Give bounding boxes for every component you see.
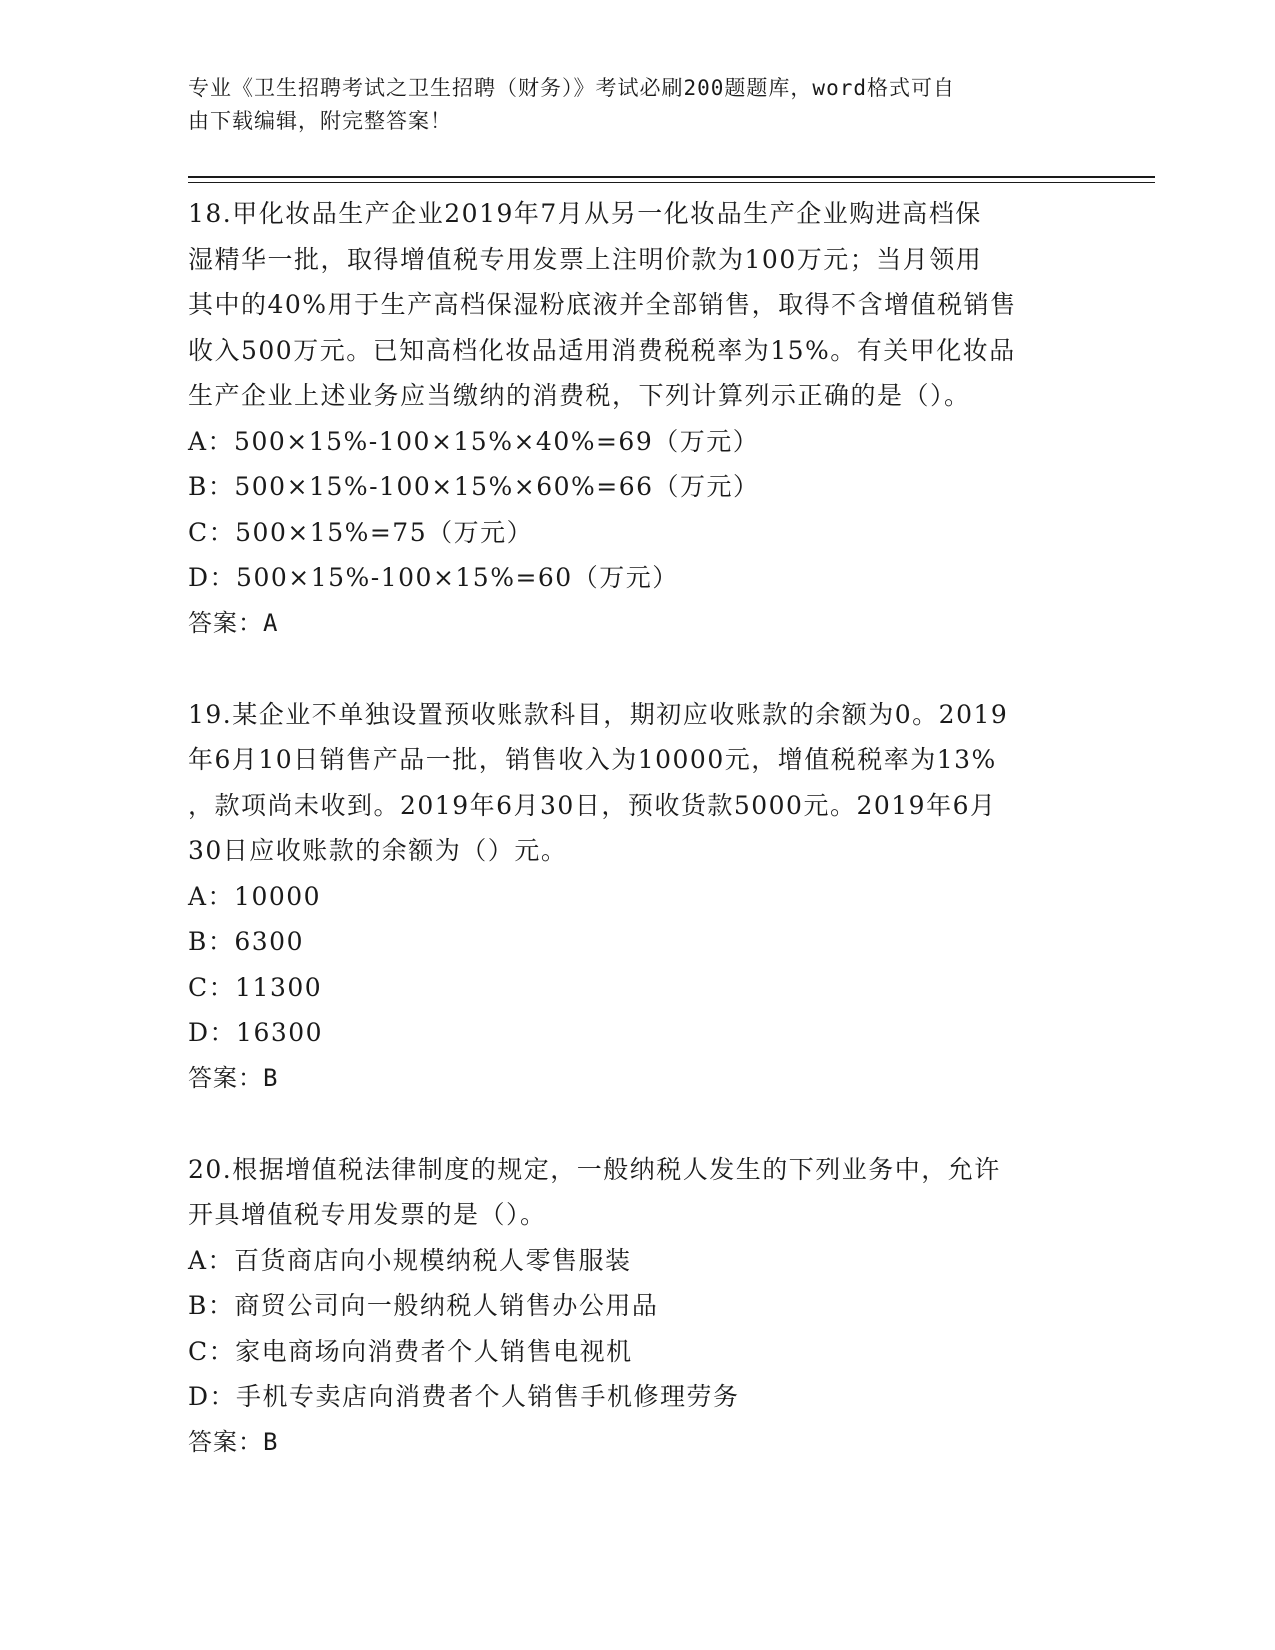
option-a: A：百货商店向小规模纳税人零售服装 (188, 1245, 632, 1275)
question-stem (188, 692, 1148, 874)
question-text-line: ，款项尚未收到。2019年6月30日，预收货款5000元。2019年6月 (188, 790, 997, 820)
option-d: D：16300 (188, 1018, 324, 1047)
header-divider-thick (188, 176, 1155, 178)
question-20 (188, 1147, 1148, 1466)
question-text-line: 其中的40%用于生产高档保湿粉底液并全部销售，取得不含增值税销售 (188, 290, 1017, 319)
question-text-line: 收入500万元。已知高档化妆品适用消费税税率为15%。有关甲化妆品 (188, 335, 1016, 365)
question-list (188, 191, 1148, 1465)
answer-line: 答案：B (188, 1427, 279, 1456)
header-line: 由下载编辑，附完整答案！ (188, 109, 452, 133)
option-b: B：商贸公司向一般纳税人销售办公用品 (188, 1291, 659, 1320)
option-d: D：手机专卖店向消费者个人销售手机修理劳务 (188, 1382, 740, 1411)
question-text-line: 湿精华一批，取得增值税专用发票上注明价款为100万元；当月领用 (188, 244, 983, 274)
option-b: B：6300 (188, 927, 304, 956)
option-c: C：家电商场向消费者个人销售电视机 (188, 1336, 633, 1366)
option-c: C：500×15%=75（万元） (188, 517, 534, 547)
answer-line: 答案：A (188, 608, 279, 637)
question-text-line: 18.甲化妆品生产企业2019年7月从另一化妆品生产企业购进高档保 (188, 199, 982, 228)
document-header (188, 72, 1068, 138)
question-text-line: 生产企业上述业务应当缴纳的消费税，下列计算列示正确的是（）。 (188, 381, 971, 410)
option-d: D：500×15%-100×15%=60（万元） (188, 563, 679, 592)
question-spacer (188, 646, 1148, 692)
question-stem (188, 191, 1148, 419)
option-c: C：11300 (188, 972, 323, 1002)
answer-line: 答案：B (188, 1063, 279, 1092)
question-spacer (188, 1101, 1148, 1147)
header-line: 专业《卫生招聘考试之卫生招聘（财务）》考试必刷200题题库，word格式可自 (188, 76, 955, 100)
question-stem (188, 1147, 1148, 1238)
question-text-line: 19.某企业不单独设置预收账款科目，期初应收账款的余额为0。2019 (188, 699, 1009, 729)
option-b: B：500×15%-100×15%×60%=66（万元） (188, 472, 760, 501)
question-19 (188, 692, 1148, 1102)
option-a: A：500×15%-100×15%×40%=69（万元） (188, 426, 760, 456)
question-text-line: 年6月10日销售产品一批，销售收入为10000元，增值税税率为13% (188, 745, 997, 774)
question-text-line: 20.根据增值税法律制度的规定，一般纳税人发生的下列业务中，允许 (188, 1154, 1001, 1184)
question-text-line: 开具增值税专用发票的是（）。 (188, 1200, 547, 1229)
option-a: A：10000 (188, 881, 322, 911)
header-divider-thin (188, 182, 1155, 183)
question-text-line: 30日应收账款的余额为（）元。 (188, 836, 568, 865)
question-18 (188, 191, 1148, 646)
